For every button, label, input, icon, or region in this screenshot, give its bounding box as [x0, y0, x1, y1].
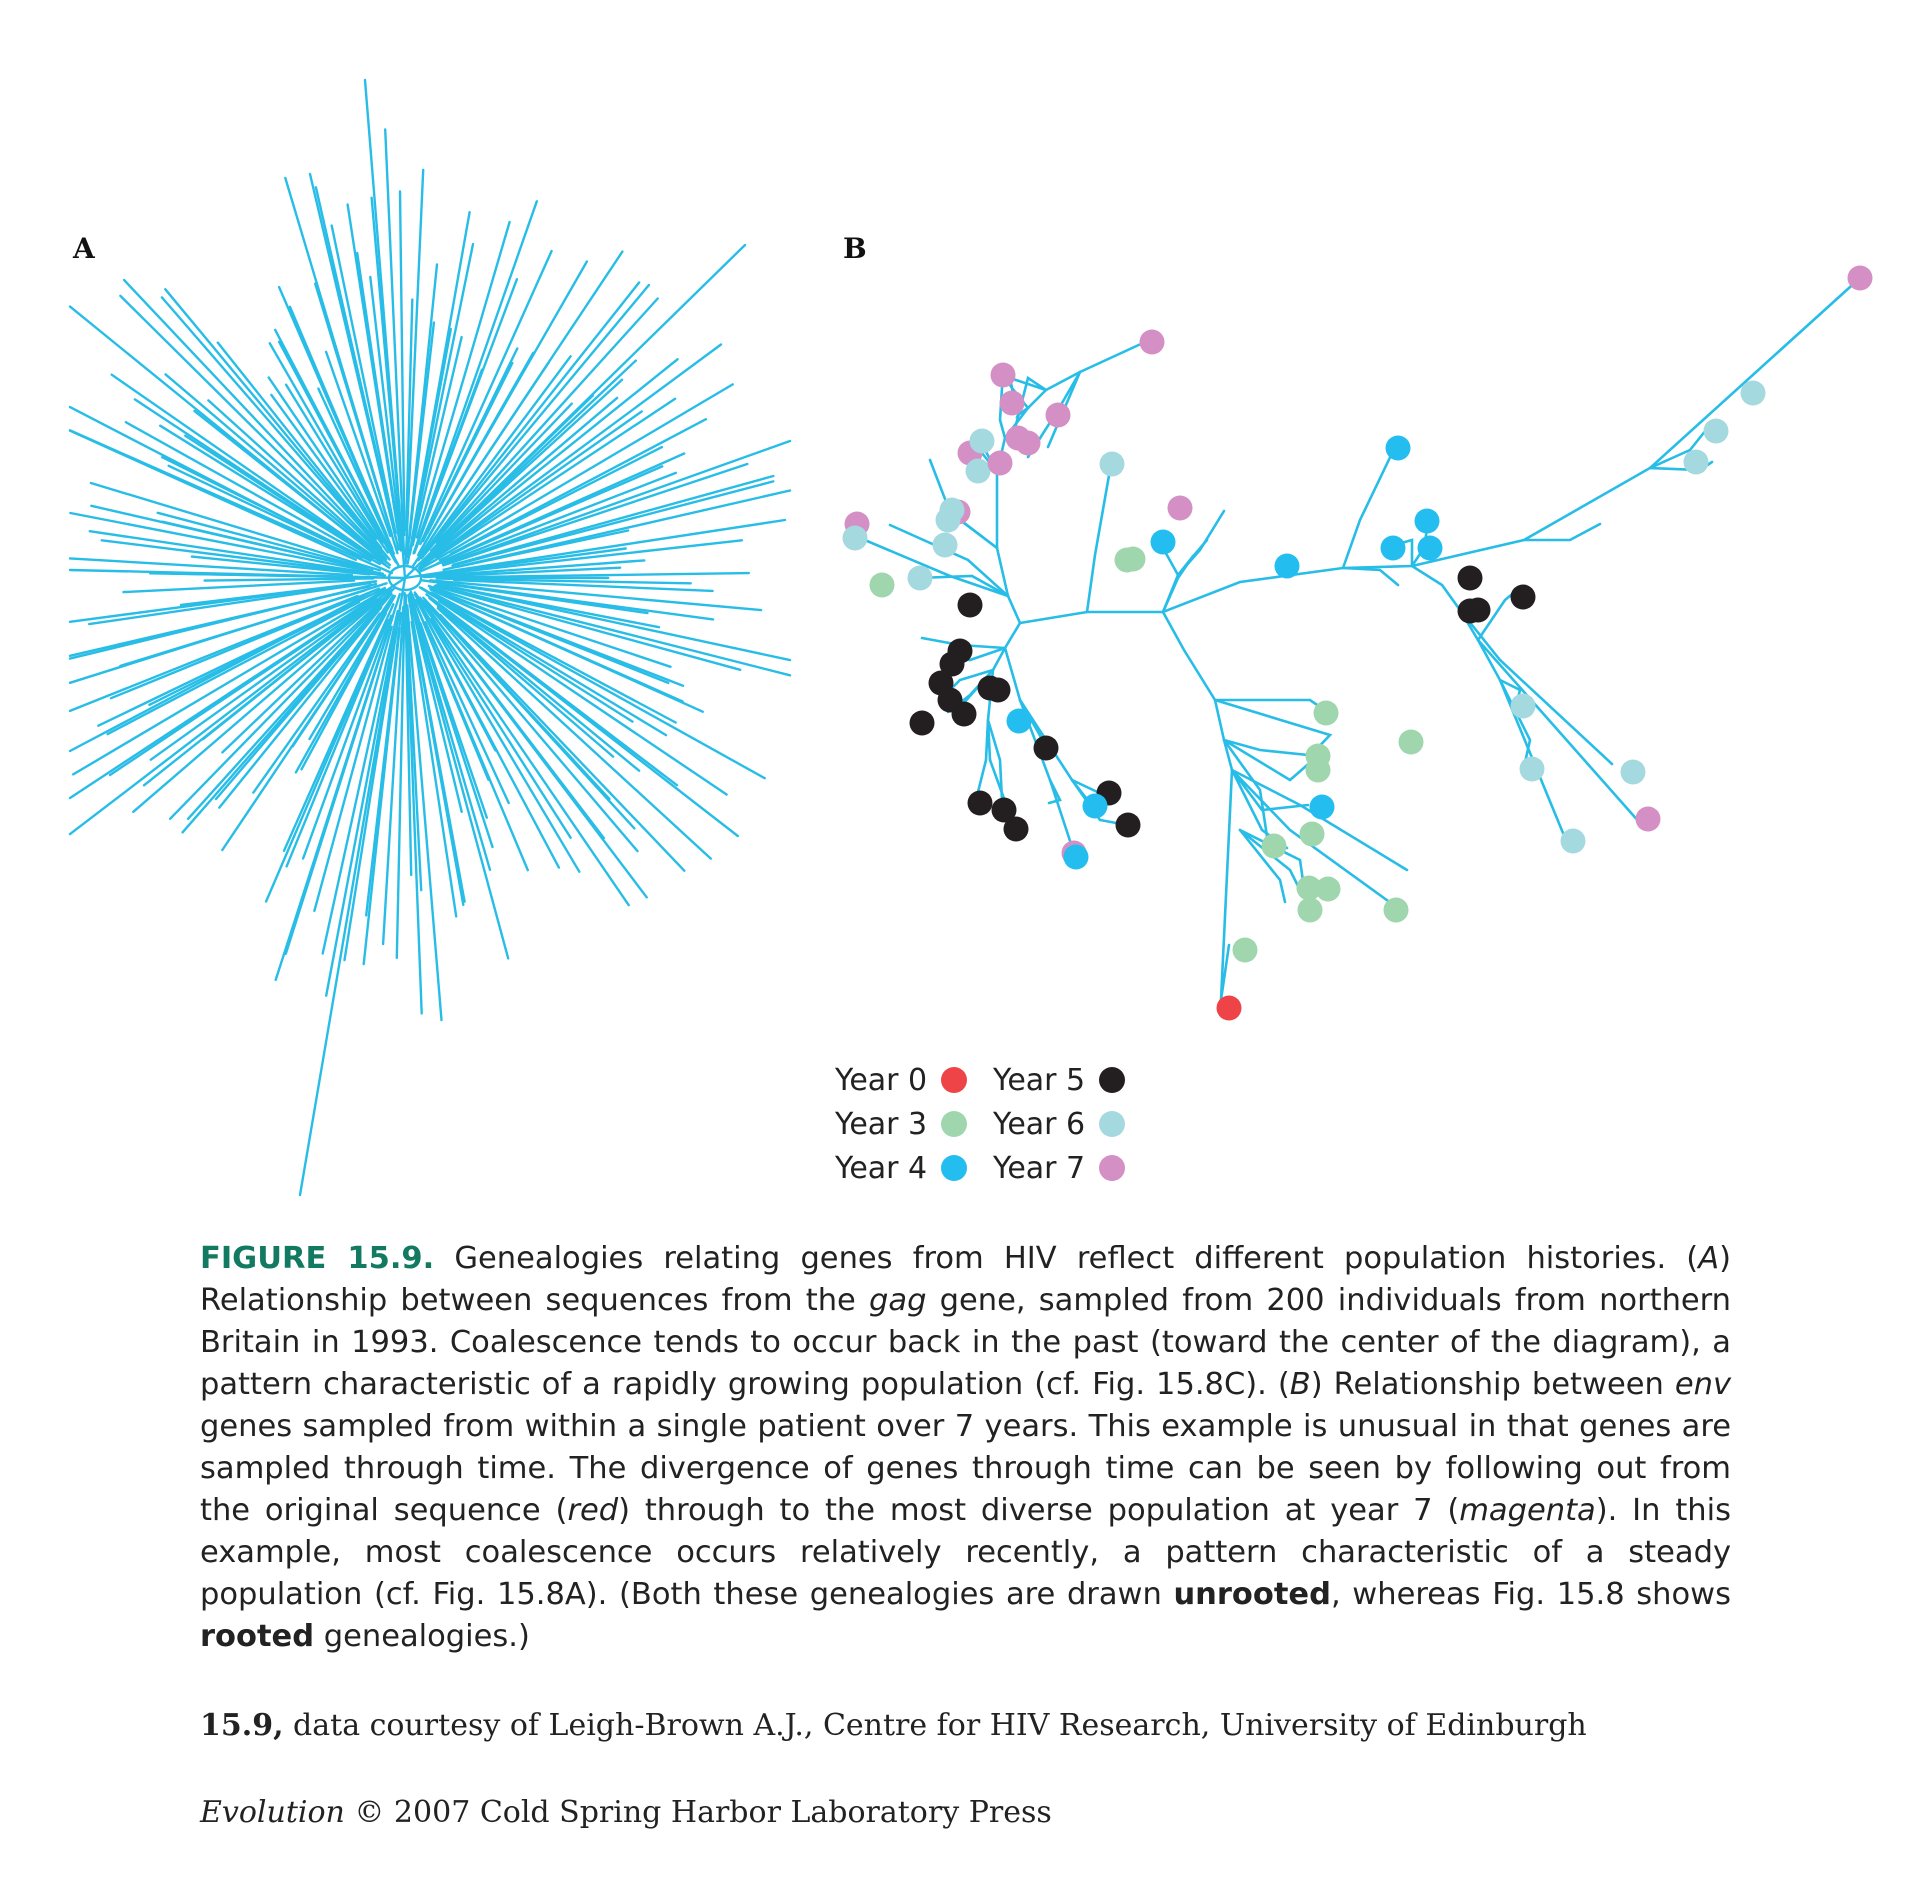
book-title: Evolution [200, 1795, 345, 1830]
legend-dot-year4 [941, 1155, 967, 1181]
legend-item-year6 [993, 1107, 1151, 1142]
sample-node-year4 [1415, 509, 1440, 534]
sample-node-year3 [1314, 701, 1339, 726]
caption-text: ) Relationship between [1310, 1367, 1675, 1402]
sample-node-year6 [1704, 419, 1729, 444]
legend-label: Year 4 [835, 1150, 928, 1186]
sample-node-year3 [1262, 834, 1287, 859]
sample-node-year6 [1561, 829, 1586, 854]
sample-node-year5 [958, 593, 983, 618]
sample-node-year3 [1298, 898, 1323, 923]
panel-a-label: A [73, 232, 95, 265]
sample-node-year4 [1275, 554, 1300, 579]
year-legend [835, 1058, 1151, 1190]
legend-label: Year 3 [835, 1106, 928, 1142]
sample-node-year7 [988, 451, 1013, 476]
sample-node-year5 [1458, 599, 1483, 624]
sample-node-year5 [1116, 813, 1141, 838]
figure-number: FIGURE 15.9. [200, 1241, 435, 1276]
sample-node-year6 [966, 459, 991, 484]
sample-node-year6 [908, 566, 933, 591]
legend-dot-year0 [941, 1067, 967, 1093]
legend-dot-year5 [1099, 1067, 1125, 1093]
caption-italic: gag [869, 1283, 927, 1318]
sample-node-year6 [1621, 760, 1646, 785]
sample-node-year3 [1233, 938, 1258, 963]
sample-node-year5 [1004, 817, 1029, 842]
tree-a-branch [70, 596, 358, 711]
sample-node-year6 [843, 526, 868, 551]
sample-node-year7 [1636, 807, 1661, 832]
legend-dot-year7 [1099, 1155, 1125, 1181]
caption-italic: A [1698, 1241, 1720, 1276]
tree-a-branch [165, 289, 389, 559]
tree-b-right-arm [1412, 278, 1860, 566]
caption-text: ). In this example, most coalescence occurs relatively recently, a pattern characteristic of a steady population (cf. Fig. 15.8A). (Both these genealogies are drawn [200, 1493, 1731, 1612]
sample-node-year7 [991, 363, 1016, 388]
sample-node-year6 [936, 508, 961, 533]
caption-text: ) Relationship between sequences from the [200, 1241, 1731, 1318]
sample-node-year7 [1046, 403, 1071, 428]
sample-node-year6 [1511, 694, 1536, 719]
sample-node-year3 [1300, 822, 1325, 847]
caption-italic: env [1674, 1367, 1732, 1402]
legend-item-year0 [835, 1063, 993, 1098]
tree-b-left-upper [997, 343, 1143, 623]
legend-dot-year3 [941, 1111, 967, 1137]
legend-item-year4 [835, 1151, 993, 1186]
sample-node-year7 [1168, 496, 1193, 521]
caption-text: ) through to the most diverse population at year 7 ( [618, 1493, 1460, 1528]
sample-node-year5 [986, 678, 1011, 703]
sample-node-year7 [1848, 266, 1873, 291]
caption-bold: rooted [200, 1619, 315, 1654]
sample-node-year3 [1115, 548, 1140, 573]
sample-node-year6 [1741, 381, 1766, 406]
tree-a-branch [271, 395, 376, 539]
tree-b-sample-nodes [843, 266, 1873, 1021]
sample-node-year5 [968, 791, 993, 816]
sample-node-year4 [1310, 795, 1335, 820]
sample-node-year7 [1016, 431, 1041, 456]
sample-node-year3 [870, 573, 895, 598]
caption-text: gene, sampled from 200 individuals from northern Britain in 1993. Coalescence tends to occur back in the past (toward the center of the diagram), a pattern characteristic of a rapidly growing population (cf. Fig. 15.8C). ( [200, 1283, 1731, 1402]
figure-caption [200, 1238, 1731, 1658]
legend-item-year5 [993, 1063, 1151, 1098]
tree-b-backbone [1020, 566, 1412, 623]
sample-node-year5 [1511, 585, 1536, 610]
sample-node-year6 [933, 533, 958, 558]
sample-node-year7 [1140, 330, 1165, 355]
caption-text: , whereas Fig. 15.8 shows [1330, 1577, 1731, 1612]
sample-node-year0 [1217, 996, 1242, 1021]
caption-italic: magenta [1459, 1493, 1596, 1528]
tree-b-down [1163, 612, 1232, 1000]
legend-label: Year 6 [993, 1106, 1086, 1142]
sample-node-year4 [1007, 709, 1032, 734]
tree-a-branch [431, 593, 764, 779]
sample-node-year4 [1083, 794, 1108, 819]
credit-text: data courtesy of Leigh-Brown A.J., Centre for HIV Research, University of Edinburgh [283, 1708, 1587, 1743]
sample-node-year3 [1384, 898, 1409, 923]
tree-a-branch [133, 599, 380, 812]
tree-a-branch [120, 296, 386, 559]
sample-node-year3 [1306, 758, 1331, 783]
sample-node-year4 [1064, 845, 1089, 870]
caption-text: Genealogies relating genes from HIV reflect different population histories. ( [434, 1241, 1699, 1276]
sample-node-year6 [970, 429, 995, 454]
caption-italic: B [1289, 1367, 1311, 1402]
sample-node-year4 [1151, 530, 1176, 555]
sample-node-year4 [1418, 536, 1443, 561]
sample-node-year5 [952, 702, 977, 727]
sample-node-year6 [1520, 757, 1545, 782]
panel-b-label: B [843, 232, 867, 265]
caption-text: genealogies.) [314, 1619, 530, 1654]
sample-node-year4 [1381, 536, 1406, 561]
sample-node-year6 [1684, 450, 1709, 475]
copyright-line [200, 1795, 1052, 1830]
sample-node-year6 [1100, 452, 1125, 477]
sample-node-year7 [1000, 391, 1025, 416]
legend-label: Year 7 [993, 1150, 1086, 1186]
sample-node-year5 [910, 711, 935, 736]
tree-a-branch [440, 615, 684, 871]
legend-label: Year 0 [835, 1062, 928, 1098]
legend-item-year3 [835, 1107, 993, 1142]
credit-number: 15.9, [200, 1708, 284, 1743]
tree-a-branch [370, 277, 401, 543]
caption-text: genes sampled from within a single patient over 7 years. This example is unusual in that genes are sampled through time. The divergence of genes through time can be seen by following out from the original sequence ( [200, 1409, 1731, 1528]
legend-item-year7 [993, 1151, 1151, 1186]
legend-dot-year6 [1099, 1111, 1125, 1137]
caption-bold: unrooted [1173, 1577, 1331, 1612]
copyright-text: © 2007 Cold Spring Harbor Laboratory Press [344, 1795, 1052, 1830]
legend-label: Year 5 [993, 1062, 1086, 1098]
sample-node-year3 [1399, 730, 1424, 755]
tree-a-branch [412, 603, 508, 959]
tree-b-env-genealogy [860, 278, 1860, 1000]
tree-a-gag-genealogy [70, 80, 790, 1195]
sample-node-year5 [1458, 566, 1483, 591]
sample-node-year4 [1386, 436, 1411, 461]
tree-a-branch [452, 481, 773, 565]
caption-italic: red [567, 1493, 619, 1528]
sample-node-year3 [1316, 877, 1341, 902]
sample-node-year5 [1034, 736, 1059, 761]
data-credit [200, 1708, 1587, 1743]
